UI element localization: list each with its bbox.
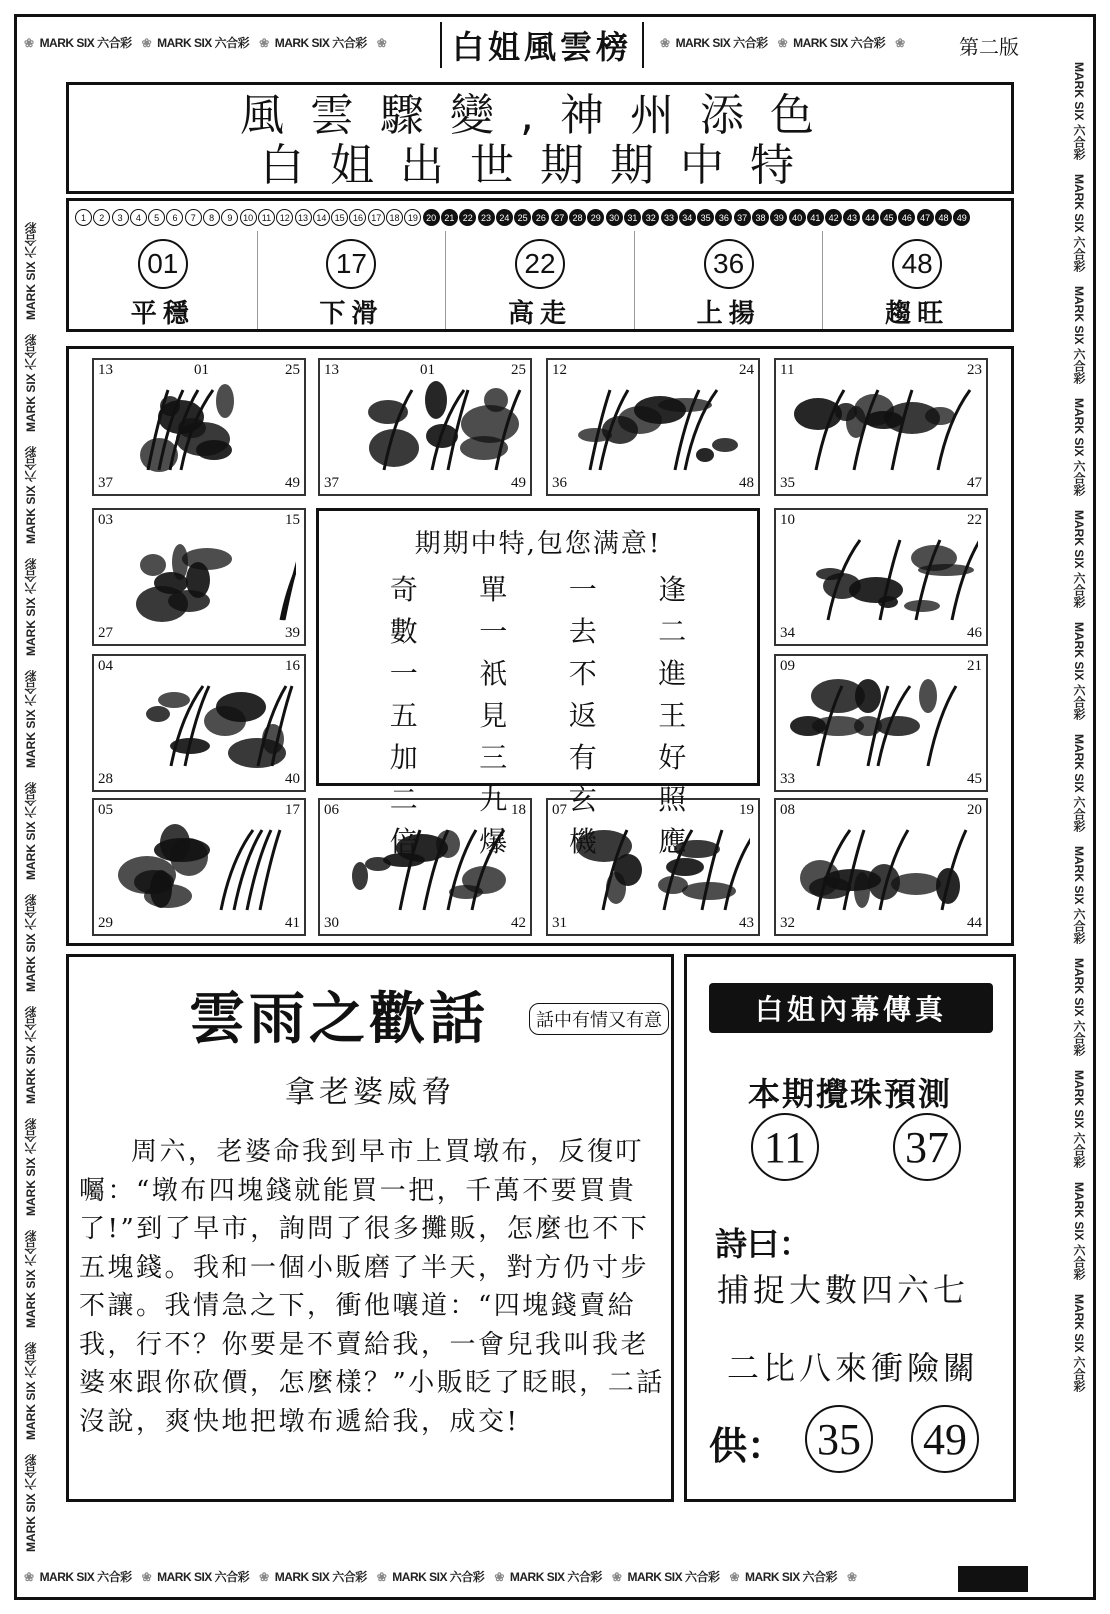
- brand-strip-top-left: ❀ MARK SIX 六合彩 ❀ MARK SIX 六合彩 ❀ MARK SIX 六合彩 ❀: [24, 36, 387, 50]
- picture-number: 12: [552, 362, 567, 378]
- picture-number: 19: [739, 802, 754, 818]
- picture-number: 08: [780, 802, 795, 818]
- pick-columns: [69, 231, 1011, 329]
- picture-number: 36: [552, 475, 567, 491]
- picture-number: 21: [967, 658, 982, 674]
- supply-number: 35: [805, 1405, 873, 1473]
- number-ball: 10: [240, 209, 257, 226]
- number-ball: 5: [148, 209, 165, 226]
- number-ball: 33: [661, 209, 678, 226]
- picture-number: 49: [285, 475, 300, 491]
- poem-char: 見: [479, 699, 508, 732]
- poem-char: 照: [658, 783, 687, 816]
- number-ball: 30: [606, 209, 623, 226]
- number-panel: [66, 198, 1014, 332]
- number-ball: 47: [917, 209, 934, 226]
- picture-number: 23: [967, 362, 982, 378]
- number-ball: 4: [130, 209, 147, 226]
- picture-tile: [92, 508, 306, 646]
- prediction-number: 11: [751, 1113, 819, 1181]
- brand-strip-right: MARK SIX 六合彩MARK SIX 六合彩MARK SIX 六合彩MARK SIX 六合彩MARK SIX 六合彩MARK SIX 六合彩MARK SIX 六合彩MARK SIX 六合彩MARK SIX 六合彩MARK SIX 六合彩MARK SIX 六合彩MARK SIX 六合彩: [1072, 62, 1086, 1393]
- sidebar-banner: 白姐內幕傳真: [709, 983, 993, 1033]
- number-ball: 20: [423, 209, 440, 226]
- pick-label: 平穩: [130, 299, 195, 329]
- number-ball: 49: [953, 209, 970, 226]
- poem-line-1: 捕捉大數四六七: [717, 1271, 970, 1309]
- poem-char: 奇: [389, 573, 418, 606]
- picture-number: 39: [285, 625, 300, 641]
- poem-char: 有: [568, 741, 597, 774]
- pick-number: 36: [704, 239, 754, 289]
- ink-illustration: [106, 676, 296, 772]
- poem-char: 王: [658, 699, 687, 732]
- poem-char: 返: [568, 699, 597, 732]
- number-ball: 2: [93, 209, 110, 226]
- picture-number: 10: [780, 512, 795, 528]
- number-ball: 37: [734, 209, 751, 226]
- picture-tile: [92, 358, 306, 496]
- pick-column: [823, 231, 1011, 329]
- pick-number: 22: [515, 239, 565, 289]
- poem-char: 應: [658, 825, 687, 858]
- slogan-line-2: 白姐出世期期中特: [260, 140, 820, 191]
- number-ball: 24: [496, 209, 513, 226]
- number-ball: 21: [441, 209, 458, 226]
- picture-tile: [92, 798, 306, 936]
- picture-number: 24: [739, 362, 754, 378]
- pick-column: [69, 231, 258, 329]
- poem-char: 二: [389, 783, 418, 816]
- picture-number: 01: [420, 362, 435, 378]
- prediction-number: 37: [893, 1113, 961, 1181]
- picture-number: 22: [967, 512, 982, 528]
- ink-illustration: [788, 820, 978, 916]
- ink-illustration: [106, 820, 296, 916]
- brand-strip-left: MARK SIX 六合彩MARK SIX 六合彩MARK SIX 六合彩MARK SIX 六合彩MARK SIX 六合彩MARK SIX 六合彩MARK SIX 六合彩MARK SIX 六合彩MARK SIX 六合彩MARK SIX 六合彩MARK SIX 六合彩MARK SIX 六合彩: [24, 221, 38, 1552]
- brand-strip-top-right: ❀ MARK SIX 六合彩 ❀ MARK SIX 六合彩 ❀: [660, 36, 905, 50]
- number-ball: 41: [807, 209, 824, 226]
- pick-number: 17: [326, 239, 376, 289]
- ink-illustration: [788, 530, 978, 626]
- number-ball: 48: [935, 209, 952, 226]
- picture-tile: [774, 508, 988, 646]
- number-ball: 27: [551, 209, 568, 226]
- poem-char: 數: [389, 615, 418, 648]
- picture-number: 15: [285, 512, 300, 528]
- picture-number: 17: [285, 802, 300, 818]
- poem-char: 好: [658, 741, 687, 774]
- poem-char: 進: [658, 657, 687, 690]
- number-ball-strip: [75, 209, 1007, 229]
- number-ball: 25: [514, 209, 531, 226]
- number-ball: 18: [386, 209, 403, 226]
- number-ball: 12: [276, 209, 293, 226]
- number-ball: 38: [752, 209, 769, 226]
- poem-char: 九: [479, 783, 508, 816]
- ink-illustration: [788, 676, 978, 772]
- black-bar: [958, 1566, 1028, 1592]
- number-ball: 19: [404, 209, 421, 226]
- number-ball: 43: [843, 209, 860, 226]
- poem-char: 不: [568, 657, 597, 690]
- picture-tile: [774, 798, 988, 936]
- story-note: 話中有情又有意: [529, 1003, 669, 1035]
- picture-number: 01: [194, 362, 209, 378]
- picture-number: 37: [324, 475, 339, 491]
- ink-illustration: [332, 380, 522, 476]
- picture-number: 40: [285, 771, 300, 787]
- number-ball: 6: [166, 209, 183, 226]
- poem-char: 祇: [479, 657, 508, 690]
- number-ball: 1: [75, 209, 92, 226]
- picture-number: 05: [98, 802, 113, 818]
- pick-column: [635, 231, 824, 329]
- picture-number: 31: [552, 915, 567, 931]
- number-ball: 28: [569, 209, 586, 226]
- picture-number: 43: [739, 915, 754, 931]
- pick-label: 高走: [507, 299, 572, 329]
- number-ball: 39: [770, 209, 787, 226]
- number-ball: 45: [880, 209, 897, 226]
- picture-number: 37: [98, 475, 113, 491]
- number-ball: 35: [697, 209, 714, 226]
- pick-label: 趨旺: [885, 299, 950, 329]
- poem-char: 逢: [658, 573, 687, 606]
- ink-illustration: [106, 530, 296, 626]
- number-ball: 42: [825, 209, 842, 226]
- picture-tile: [774, 358, 988, 496]
- picture-number: 42: [511, 915, 526, 931]
- number-ball: 32: [642, 209, 659, 226]
- picture-number: 32: [780, 915, 795, 931]
- picture-tile: [774, 654, 988, 792]
- picture-number: 11: [780, 362, 795, 378]
- picture-number: 09: [780, 658, 795, 674]
- brand-strip-bottom: ❀ MARK SIX 六合彩 ❀ MARK SIX 六合彩 ❀ MARK SIX 六合彩 ❀ MARK SIX 六合彩 ❀ MARK SIX 六合彩 ❀ MARK SIX 六合彩 ❀ MARK SIX 六合彩 ❀: [24, 1570, 857, 1584]
- picture-tile: [92, 654, 306, 792]
- poem-char: 機: [568, 825, 597, 858]
- picture-number: 49: [511, 475, 526, 491]
- picture-number: 16: [285, 658, 300, 674]
- number-ball: 22: [459, 209, 476, 226]
- page-title: 白姐風雲榜: [440, 22, 644, 68]
- poem-char: 一: [389, 657, 418, 690]
- poem-char: 倍: [389, 825, 418, 858]
- sidebar-box: [684, 954, 1016, 1502]
- ink-illustration: [560, 380, 750, 476]
- number-ball: 44: [862, 209, 879, 226]
- picture-number: 28: [98, 771, 113, 787]
- picture-number: 25: [285, 362, 300, 378]
- picture-number: 48: [739, 475, 754, 491]
- prediction-label: 本期攪珠預測: [747, 1075, 952, 1113]
- picture-tile: [318, 358, 532, 496]
- pick-column: [446, 231, 635, 329]
- poem-char: 一: [479, 615, 508, 648]
- edition-label: 第二版: [959, 34, 1019, 59]
- poem-char: 二: [658, 615, 687, 648]
- pick-number: 01: [138, 239, 188, 289]
- picture-number: 27: [98, 625, 113, 641]
- picture-number: 30: [324, 915, 339, 931]
- picture-number: 44: [967, 915, 982, 931]
- number-ball: 26: [532, 209, 549, 226]
- picture-number: 04: [98, 658, 113, 674]
- poem-char: 加: [389, 741, 418, 774]
- number-ball: 23: [478, 209, 495, 226]
- picture-number: 45: [967, 771, 982, 787]
- picture-number: 13: [324, 362, 339, 378]
- poem-char: 三: [479, 741, 508, 774]
- number-ball: 14: [313, 209, 330, 226]
- poem-heading: 期期中特,包您满意!: [414, 529, 662, 559]
- picture-number: 34: [780, 625, 795, 641]
- pick-label: 上揚: [696, 299, 761, 329]
- ink-illustration: [788, 380, 978, 476]
- slogan-box: [66, 82, 1014, 194]
- ink-illustration: [106, 380, 296, 476]
- number-ball: 9: [221, 209, 238, 226]
- picture-number: 41: [285, 915, 300, 931]
- number-ball: 29: [587, 209, 604, 226]
- number-ball: 46: [898, 209, 915, 226]
- pick-number: 48: [892, 239, 942, 289]
- number-ball: 7: [185, 209, 202, 226]
- pick-column: [258, 231, 447, 329]
- number-ball: 17: [368, 209, 385, 226]
- poem-char: 玄: [568, 783, 597, 816]
- picture-tile: [546, 358, 760, 496]
- story-title: 雲雨之歡話: [189, 986, 489, 1052]
- number-ball: 40: [789, 209, 806, 226]
- picture-number: 47: [967, 475, 982, 491]
- story-paragraph: 周六，老婆命我到早市上買墩布，反復叮囑：“墩布四塊錢就能買一把，千萬不要買貴了!”到了早市，詢問了很多攤販，怎麼也不下五塊錢。我和一個小販磨了半天，對方仍寸步不讓。我情急之下，衝他嚷道：“四塊錢賣給我，行不？你要是不賣給我，一會兒我叫我老婆來跟你砍價，怎麼樣？”小販眨了眨眼，二話沒說，爽快地把墩布遞給我，成交!: [79, 1137, 665, 1437]
- poem-char: 一: [568, 573, 597, 606]
- number-ball: 15: [331, 209, 348, 226]
- number-ball: 34: [679, 209, 696, 226]
- picture-number: 46: [967, 625, 982, 641]
- poem-label: 詩曰：: [715, 1225, 812, 1263]
- story-box: [66, 954, 674, 1502]
- poem-char: 爆: [479, 825, 508, 858]
- picture-number: 07: [552, 802, 567, 818]
- number-ball: 36: [715, 209, 732, 226]
- picture-number: 18: [511, 802, 526, 818]
- number-ball: 3: [112, 209, 129, 226]
- poem-line-2: 二比八來衝險關: [727, 1349, 980, 1387]
- number-ball: 11: [258, 209, 275, 226]
- picture-number: 33: [780, 771, 795, 787]
- pick-label: 下滑: [319, 299, 384, 329]
- picture-number: 35: [780, 475, 795, 491]
- number-ball: 31: [624, 209, 641, 226]
- story-subtitle: 拿老婆威脅: [285, 1075, 455, 1110]
- poem-char: 單: [479, 573, 508, 606]
- number-ball: 16: [349, 209, 366, 226]
- poem-char: 五: [389, 699, 418, 732]
- picture-number: 20: [967, 802, 982, 818]
- picture-number: 29: [98, 915, 113, 931]
- supply-number: 49: [911, 1405, 979, 1473]
- story-body: [79, 1133, 665, 1441]
- picture-number: 06: [324, 802, 339, 818]
- picture-number: 13: [98, 362, 113, 378]
- number-ball: 8: [203, 209, 220, 226]
- poem-char: 去: [568, 615, 597, 648]
- picture-number: 03: [98, 512, 113, 528]
- poem-grid: [359, 568, 717, 860]
- slogan-line-1: 風雲驟變,神州添色: [240, 90, 840, 141]
- number-ball: 13: [295, 209, 312, 226]
- supply-label: 供：: [709, 1423, 786, 1468]
- picture-number: 25: [511, 362, 526, 378]
